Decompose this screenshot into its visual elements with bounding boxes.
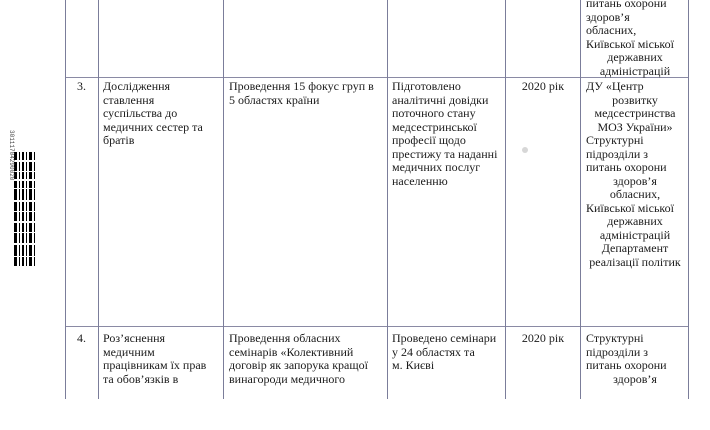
row3-task: Дослідження ставлення суспільства до медичних сестер та братів [103, 79, 203, 147]
column-divider-5 [580, 0, 581, 399]
row3-action: Проведення 15 фокус груп в 5 областях країни [229, 79, 374, 107]
row3-number: 3. [77, 79, 86, 93]
column-divider-1 [98, 0, 99, 399]
scan-dot [522, 147, 528, 153]
row4-number: 4. [77, 331, 86, 345]
barcode-image [12, 152, 36, 266]
row3-year: 2020 рік [521, 79, 565, 93]
table-right-border [688, 0, 689, 399]
row3-result: Підготовлено аналітичні довідки поточного стану медсестринської професії щодо престижу та наданні медичних послуг населенню [392, 79, 498, 188]
row-separator-middle [65, 326, 689, 327]
row4-result: Проведено семінари у 24 областях та м. Києві [392, 331, 497, 372]
row4-task: Роз’яснення медичним працівникам їх прав та обов’язків в [103, 331, 207, 386]
row4-action: Проведення обласних семінарів «Колективний договір як запорука кращої винагороди медичного [229, 331, 368, 386]
column-divider-3 [387, 0, 388, 399]
row3-responsible: ДУ «Центр розвитку медсестринства МОЗ України» Структурні підрозділи з питань охорони здоров’я обласних, Київської міської державних адміністрацій Департамент реалізації політик [586, 79, 681, 269]
row4-year: 2020 рік [521, 331, 565, 345]
row4-responsible: Структурні підрозділи з питань охорони здоров’я [586, 331, 667, 386]
barcode-digits: 30111704290020 [8, 130, 15, 181]
table-left-border [65, 0, 66, 399]
barcode [12, 152, 36, 266]
column-divider-2 [223, 0, 224, 399]
top-row-responsible-fragment: питань охорони здоров’я обласних, Київської міської державних адміністрацій [586, 0, 674, 78]
column-divider-4 [505, 0, 506, 399]
